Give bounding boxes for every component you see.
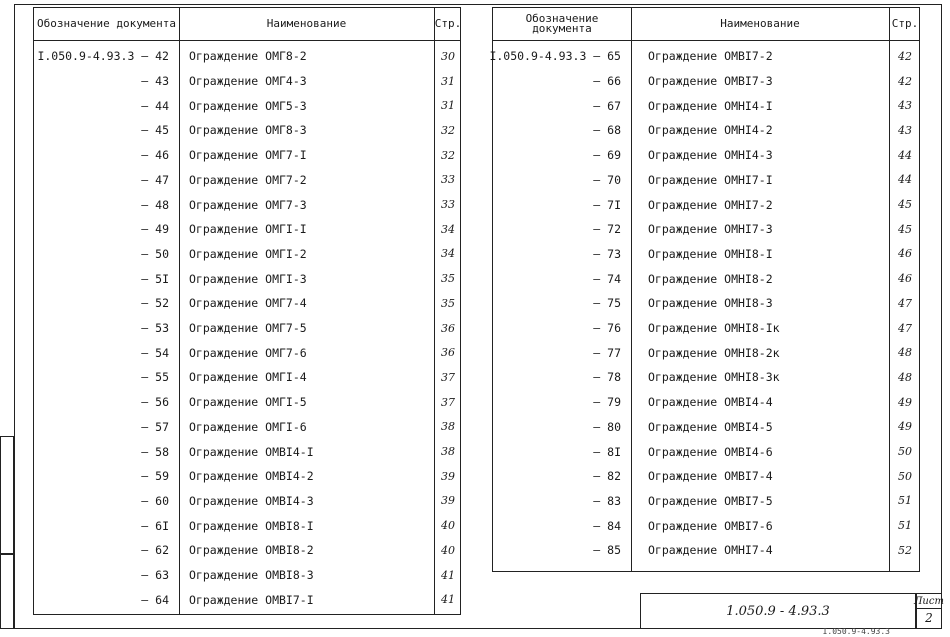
table-row (34, 489, 460, 514)
row-name: Ограждение ОМГ4-3 (189, 74, 307, 89)
row-name: Ограждение ОМНI8-3 (648, 296, 773, 311)
row-name: Ограждение ОМВI7-3 (648, 74, 773, 89)
table-row (34, 266, 460, 291)
row-name: Ограждение ОМНI8-2к (648, 345, 780, 360)
row-name: Ограждение ОМВI7-5 (648, 493, 773, 508)
row-name: Ограждение ОМВI7-4 (648, 469, 773, 484)
row-page: 39 (441, 469, 455, 483)
row-name: Ограждение ОМВI4-3 (189, 493, 314, 508)
row-page: 39 (441, 494, 455, 508)
row-designation: – 6I (141, 518, 169, 533)
row-designation: – 72 (593, 222, 621, 237)
row-designation: – 57 (141, 419, 169, 434)
row-page: 50 (898, 445, 912, 459)
row-name: Ограждение ОМГI-2 (189, 246, 307, 261)
row-designation: I.050.9-4.93.3 – 42 (37, 49, 169, 64)
row-designation: – 77 (593, 345, 621, 360)
row-designation: – 78 (593, 370, 621, 385)
designation-header: Обозначение документа (525, 12, 599, 35)
row-page: 45 (898, 222, 912, 236)
row-designation: – 54 (141, 345, 169, 360)
row-designation: – 46 (141, 148, 169, 163)
row-name: Ограждение ОМГI-4 (189, 370, 307, 385)
table-row (34, 439, 460, 464)
row-page: 33 (441, 198, 455, 212)
row-name: Ограждение ОМГ8-3 (189, 123, 307, 138)
row-designation: – 68 (593, 123, 621, 138)
left-table-header (34, 8, 460, 41)
row-page: 50 (898, 469, 912, 483)
row-designation: – 84 (593, 518, 621, 533)
row-name: Ограждение ОМВI4-4 (648, 395, 773, 410)
table-row (493, 242, 919, 267)
row-name: Ограждение ОМВI7-2 (648, 49, 773, 64)
row-name: Ограждение ОМНI4-I (648, 98, 773, 113)
table-row (493, 439, 919, 464)
row-designation: – 66 (593, 74, 621, 89)
row-page: 31 (441, 74, 455, 88)
row-designation: – 59 (141, 469, 169, 484)
row-page: 34 (441, 222, 455, 236)
row-page: 51 (898, 494, 912, 508)
row-designation: – 67 (593, 98, 621, 113)
row-page: 48 (898, 370, 912, 384)
table-row (34, 464, 460, 489)
row-page: 46 (898, 247, 912, 261)
table-row (34, 365, 460, 390)
table-row (34, 291, 460, 316)
row-name: Ограждение ОМГ7-I (189, 148, 307, 163)
row-name: Ограждение ОМГI-I (189, 222, 307, 237)
row-page: 31 (441, 99, 455, 113)
sheet-label: Лист (917, 594, 941, 609)
row-designation: – 83 (593, 493, 621, 508)
row-name: Ограждение ОМГI-6 (189, 419, 307, 434)
table-row (493, 464, 919, 489)
row-page: 37 (441, 370, 455, 384)
row-name: Ограждение ОМГ7-6 (189, 345, 307, 360)
table-row (493, 390, 919, 415)
row-designation: – 53 (141, 321, 169, 336)
row-page: 37 (441, 395, 455, 409)
row-designation: – 80 (593, 419, 621, 434)
table-row (493, 415, 919, 440)
row-name: Ограждение ОМГI-3 (189, 271, 307, 286)
row-page: 43 (898, 123, 912, 137)
row-name: Ограждение ОМГI-5 (189, 395, 307, 410)
side-stamp-lower (0, 554, 14, 629)
row-designation: – 47 (141, 172, 169, 187)
row-page: 40 (441, 543, 455, 557)
row-name: Ограждение ОМГ7-4 (189, 296, 307, 311)
table-row (34, 44, 460, 69)
row-page: 44 (898, 148, 912, 162)
table-row (493, 118, 919, 143)
row-designation: – 60 (141, 493, 169, 508)
row-designation: – 56 (141, 395, 169, 410)
row-name: Ограждение ОМВI4-6 (648, 444, 773, 459)
row-page: 51 (898, 519, 912, 533)
row-name: Ограждение ОМГ5-3 (189, 98, 307, 113)
row-page: 49 (898, 420, 912, 434)
row-name: Ограждение ОМНI7-3 (648, 222, 773, 237)
document-code: 1.050.9 - 4.93.3 (640, 593, 916, 629)
row-designation: – 8I (593, 444, 621, 459)
sheet-box (916, 593, 942, 629)
row-designation: – 62 (141, 543, 169, 558)
row-designation: – 63 (141, 568, 169, 583)
sheet-number: 2 (925, 611, 933, 625)
right-table-header (493, 8, 919, 41)
row-designation: – 5I (141, 271, 169, 286)
row-page: 45 (898, 198, 912, 212)
table-row (34, 143, 460, 168)
row-page: 36 (441, 346, 455, 360)
row-page: 32 (441, 123, 455, 137)
table-row (34, 217, 460, 242)
row-name: Ограждение ОМВI8-3 (189, 568, 314, 583)
designation-header: Обозначение документа (36, 17, 177, 30)
row-designation: – 50 (141, 246, 169, 261)
row-page: 52 (898, 543, 912, 557)
table-row (34, 415, 460, 440)
row-page: 34 (441, 247, 455, 261)
table-row (34, 587, 460, 612)
row-name: Ограждение ОМНI4-2 (648, 123, 773, 138)
row-name: Ограждение ОМГ7-3 (189, 197, 307, 212)
row-designation: – 74 (593, 271, 621, 286)
row-designation: – 69 (593, 148, 621, 163)
row-designation: – 52 (141, 296, 169, 311)
table-row (34, 316, 460, 341)
row-name: Ограждение ОМНI8-I (648, 246, 773, 261)
table-row (493, 192, 919, 217)
table-row (493, 217, 919, 242)
table-row (493, 365, 919, 390)
table-row (493, 266, 919, 291)
left-table (33, 7, 461, 615)
row-name: Ограждение ОМВI4-I (189, 444, 314, 459)
row-designation: – 82 (593, 469, 621, 484)
row-page: 47 (898, 321, 912, 335)
row-designation: – 70 (593, 172, 621, 187)
row-name: Ограждение ОМГ8-2 (189, 49, 307, 64)
table-row (34, 513, 460, 538)
row-designation: – 79 (593, 395, 621, 410)
row-page: 46 (898, 272, 912, 286)
row-page: 44 (898, 173, 912, 187)
row-name: Ограждение ОМГ7-2 (189, 172, 307, 187)
row-name: Ограждение ОМНI7-2 (648, 197, 773, 212)
row-page: 41 (441, 593, 455, 607)
row-page: 41 (441, 568, 455, 582)
row-designation: – 55 (141, 370, 169, 385)
table-row (34, 168, 460, 193)
row-designation: – 7I (593, 197, 621, 212)
row-page: 42 (898, 74, 912, 88)
table-row (493, 291, 919, 316)
row-name: Ограждение ОМНI8-Iк (648, 321, 780, 336)
table-row (34, 192, 460, 217)
table-row (493, 69, 919, 94)
row-name: Ограждение ОМГ7-5 (189, 321, 307, 336)
row-page: 49 (898, 395, 912, 409)
row-page: 38 (441, 445, 455, 459)
row-page: 35 (441, 296, 455, 310)
table-row (493, 316, 919, 341)
row-name: Ограждение ОМВI8-I (189, 518, 314, 533)
row-designation: – 48 (141, 197, 169, 212)
name-header: Наименование (720, 17, 800, 30)
right-table (489, 7, 920, 572)
row-designation: – 45 (141, 123, 169, 138)
row-page: 38 (441, 420, 455, 434)
table-row (34, 242, 460, 267)
table-row (34, 340, 460, 365)
page-header: Стр. (434, 17, 462, 30)
row-name: Ограждение ОМНI7-4 (648, 543, 773, 558)
table-row (34, 69, 460, 94)
table-row (493, 93, 919, 118)
row-designation: I.050.9-4.93.3 – 65 (489, 49, 621, 64)
row-page: 33 (441, 173, 455, 187)
row-page: 43 (898, 99, 912, 113)
row-designation: – 43 (141, 74, 169, 89)
row-page: 42 (898, 49, 912, 63)
row-designation: – 64 (141, 592, 169, 607)
row-name: Ограждение ОМНI8-2 (648, 271, 773, 286)
table-row (34, 118, 460, 143)
table-row (34, 390, 460, 415)
row-name: Ограждение ОМНI4-3 (648, 148, 773, 163)
table-row (493, 340, 919, 365)
row-designation: – 58 (141, 444, 169, 459)
table-row (34, 538, 460, 563)
row-page: 36 (441, 321, 455, 335)
table-row (34, 563, 460, 588)
corner-mark: I.050.9-4.93.3 (822, 627, 890, 636)
table-row (493, 143, 919, 168)
page-header: Стр. (891, 17, 919, 30)
row-name: Ограждение ОМНI8-3к (648, 370, 780, 385)
row-designation: – 49 (141, 222, 169, 237)
row-page: 40 (441, 519, 455, 533)
row-designation: – 85 (593, 543, 621, 558)
table-row (493, 489, 919, 514)
table-row (489, 44, 919, 69)
row-name: Ограждение ОМВI4-5 (648, 419, 773, 434)
table-row (493, 513, 919, 538)
row-name: Ограждение ОМВI4-2 (189, 469, 314, 484)
row-name: Ограждение ОМВI7-I (189, 592, 314, 607)
row-designation: – 75 (593, 296, 621, 311)
row-page: 47 (898, 296, 912, 310)
row-page: 35 (441, 272, 455, 286)
row-name: Ограждение ОМВI8-2 (189, 543, 314, 558)
row-page: 48 (898, 346, 912, 360)
table-row (493, 538, 919, 563)
table-row (34, 93, 460, 118)
table-row (493, 168, 919, 193)
row-page: 30 (441, 49, 455, 63)
row-page: 32 (441, 148, 455, 162)
name-header: Наименование (266, 17, 347, 30)
row-name: Ограждение ОМВI7-6 (648, 518, 773, 533)
row-designation: – 44 (141, 98, 169, 113)
row-designation: – 76 (593, 321, 621, 336)
row-designation: – 73 (593, 246, 621, 261)
row-name: Ограждение ОМНI7-I (648, 172, 773, 187)
side-stamp-upper (0, 436, 14, 554)
